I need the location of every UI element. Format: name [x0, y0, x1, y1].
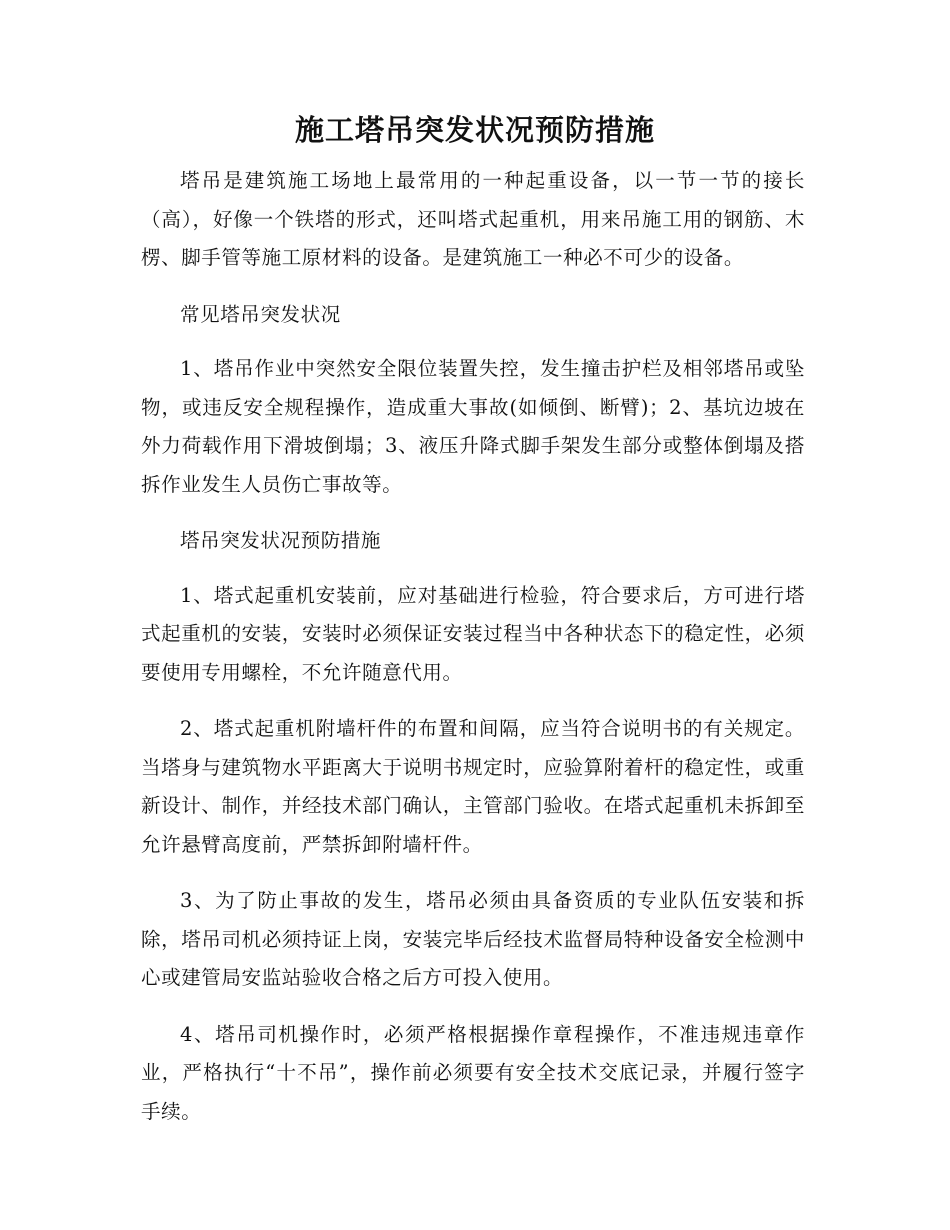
prevention-measure-2: 2、塔式起重机附墙杆件的布置和间隔，应当符合说明书的有关规定。当塔身与建筑物水平距离大于说明书规定时，应验算附着杆的稳定性，或重新设计、制作，并经技术部门确认，主管部门验收。在塔式起重机未拆卸至允许悬臂高度前，严禁拆卸附墙杆件。 — [141, 717, 805, 856]
prevention-measure-3: 3、为了防止事故的发生，塔吊必须由具备资质的专业队伍安装和拆除，塔吊司机必须持证上岗，安装完毕后经技术监督局特种设备安全检测中心或建管局安监站验收合格之后方可投入使用。 — [141, 889, 805, 989]
intro-paragraph: 塔吊是建筑施工场地上最常用的一种起重设备，以一节一节的接长（高），好像一个铁塔的形式，还叫塔式起重机，用来吊施工用的钢筋、木楞、脚手管等施工原材料的设备。是建筑施工一种必不可少的设备。 — [141, 169, 805, 269]
section-heading-prevention-measures: 塔吊突发状况预防措施 — [180, 529, 382, 552]
section-heading-common-situations: 常见塔吊突发状况 — [180, 302, 341, 326]
document-body — [141, 162, 805, 1149]
common-situations-paragraph: 1、塔吊作业中突然安全限位装置失控，发生撞击护栏及相邻塔吊或坠物，或违反安全规程操作，造成重大事故(如倾倒、断臂)；2、基坑边坡在外力荷载作用下滑坡倒塌；3、液压升降式脚手架发生部分或整体倒塌及搭拆作业发生人员伤亡事故等。 — [141, 357, 805, 496]
prevention-measure-1: 1、塔式起重机安装前，应对基础进行检验，符合要求后，方可进行塔式起重机的安装，安装时必须保证安装过程当中各种状态下的稳定性，必须要使用专用螺栓，不允许随意代用。 — [141, 583, 805, 684]
document-title: 施工塔吊突发状况预防措施 — [294, 113, 655, 147]
prevention-measure-4: 4、塔吊司机操作时，必须严格根据操作章程操作，不准违规违章作业，严格执行“十不吊”，操作前必须要有安全技术交底记录，并履行签字手续。 — [141, 1022, 805, 1123]
